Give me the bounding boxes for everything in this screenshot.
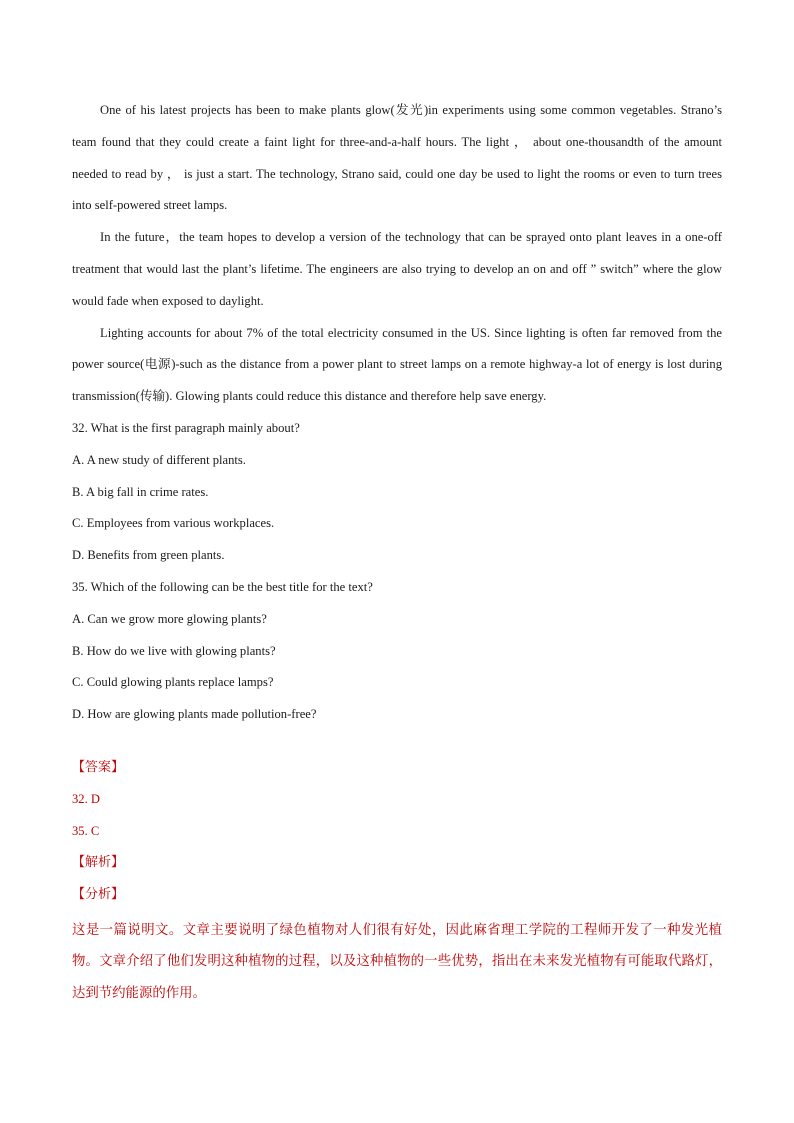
option-c: C. Could glowing plants replace lamps? [72,675,274,690]
passage-paragraph-1: One of his latest projects has been to make plants glow(发光)in experiments using some common vegetables. Strano’s team found that they could create a faint light for three-and-a-half hours. The light ， about one-thousandth of the amount needed to read by ， is just a start. The technology, Strano said, could one day be used to light the rooms or even to turn trees into self-powered street lamps. [72,103,722,213]
document-page [72,95,722,1009]
question-35 [72,572,722,731]
option-c: C. Employees from various workplaces. [72,516,275,531]
question-stem: 32. What is the first paragraph mainly about? [72,420,300,435]
reading-passage [72,95,722,413]
passage-paragraph-3: Lighting accounts for about 7% of the total electricity consumed in the US. Since lighting is often far removed from the power source(电源)-such as the distance from a power plant to street lamps on a remote highway-a lot of energy is lost during transmission(传输). Glowing plants could reduce this distance and therefore help save energy. [72,325,722,404]
answer-heading: 【答案】 [72,759,125,775]
option-d: D. Benefits from green plants. [72,548,225,563]
analysis-heading: 【分析】 [72,887,125,903]
question-stem: 35. Which of the following can be the best title for the text? [72,579,373,594]
section-spacer [72,731,722,752]
option-b: B. A big fall in crime rates. [72,484,209,499]
explanation-heading: 【解析】 [72,855,125,871]
option-b: B. How do we live with glowing plants? [72,643,276,658]
answer-item: 32. D [72,791,100,806]
analysis-text: 这是一篇说明文。文章主要说明了绿色植物对人们很有好处，因此麻省理工学院的工程师开发了一种发光植物。文章介绍了他们发明这种植物的过程，以及这种植物的一些优势，指出在未来发光植物有可能取代路灯，达到节约能源的作用。 [72,922,722,1001]
option-a: A. A new study of different plants. [72,452,246,467]
answer-section [72,752,722,1009]
passage-paragraph-2: In the future，the team hopes to develop a version of the technology that can be sprayed onto plant leaves in a one-off treatment that would last the plant’s lifetime. The engineers are also trying to develop an on and off ” switch” where the glow would fade when exposed to daylight. [72,230,722,308]
answer-item: 35. C [72,823,100,838]
option-d: D. How are glowing plants made pollution-free? [72,707,317,722]
question-32 [72,413,722,572]
option-a: A. Can we grow more glowing plants? [72,611,267,626]
